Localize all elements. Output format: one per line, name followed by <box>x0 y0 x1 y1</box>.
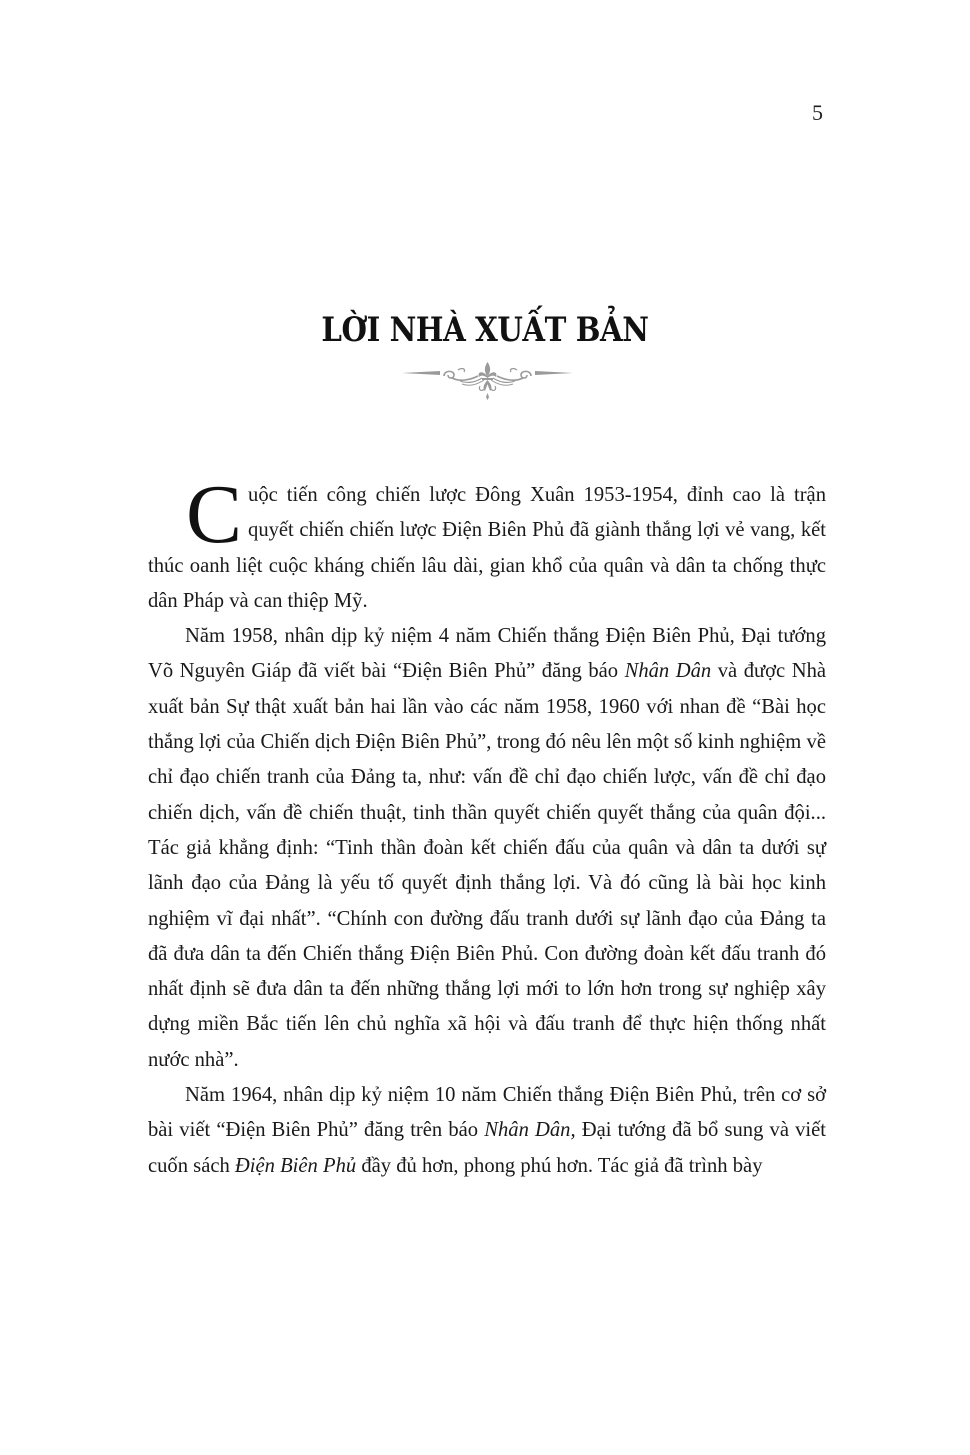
fleur-de-lis-divider-icon <box>400 360 575 402</box>
newspaper-title-italic: Nhân Dân <box>624 660 712 683</box>
paragraph-1-text: uộc tiến công chiến lược Đông Xuân 1953-1954, đỉnh cao là trận quyết chiến chiến lược Điện Biên Phủ đã giành thắng lợi vẻ vang, kết thúc oanh liệt cuộc kháng chiến lâu dài, gian khổ của quân và dân ta chống thực dân Pháp và can thiệp Mỹ. <box>148 484 826 612</box>
paragraph-3-text-a: Năm 1964, nhân dịp kỷ niệm 10 năm Chiến thắng Điện Biên Phủ, trên cơ sở bài viết “Điện Biên Phủ” đăng trên báo <box>148 1084 826 1142</box>
newspaper-title-italic: Nhân Dân, <box>484 1119 576 1142</box>
paragraph-2 <box>148 619 826 1078</box>
body-text <box>148 468 827 1184</box>
paragraph-2-text-a: Năm 1958, nhân dịp kỷ niệm 4 năm Chiến thắng Điện Biên Phủ, Đại tướng Võ Nguyên Giáp đã viết bài “Điện Biên Phủ” đăng báo <box>148 625 826 683</box>
drop-cap: C <box>186 468 243 561</box>
page-title: LỜI NHÀ XUẤT BẢN <box>321 310 649 350</box>
paragraph-1 <box>148 468 826 619</box>
paragraph-2-text-b: và được Nhà xuất bản Sự thật xuất bản hai lần vào các năm 1958, 1960 với nhan đề “Bài học thắng lợi của Chiến dịch Điện Biên Phủ”, trong đó nêu lên một số kinh nghiệm về chỉ đạo chiến tranh của Đảng ta, như: vấn đề chỉ đạo chiến lược, vấn đề chỉ đạo chiến dịch, vấn đề chiến thuật, tinh thần quyết chiến quyết thắng của quân đội... Tác giả khẳng định: “Tinh thần đoàn kết chiến đấu của quân và dân ta dưới sự lãnh đạo của Đảng là yếu tố quyết định thắng lợi. Và đó cũng là bài học kinh nghiệm vĩ đại nhất”. “Chính con đường đấu tranh dưới sự lãnh đạo của Đảng ta đã đưa dân ta đến Chiến thắng Điện Biên Phủ. Con đường đoàn kết đấu tranh đó nhất định sẽ đưa dân ta đến những thắng lợi mới to lớn hơn trong sự nghiệp xây dựng miền Bắc tiến lên chủ nghĩa xã hội và đấu tranh để thực hiện thống nhất nước nhà”. <box>148 660 827 1071</box>
book-title-italic: Điện Biên Phủ <box>234 1154 357 1177</box>
paragraph-3-text-c: đầy đủ hơn, phong phú hơn. Tác giả đã trình bày <box>356 1154 763 1177</box>
paragraph-3 <box>148 1078 826 1184</box>
paragraph-3-text-b: Đại tướng đã bổ sung và viết cuốn sách <box>148 1119 826 1177</box>
page-number: 5 <box>812 100 823 125</box>
